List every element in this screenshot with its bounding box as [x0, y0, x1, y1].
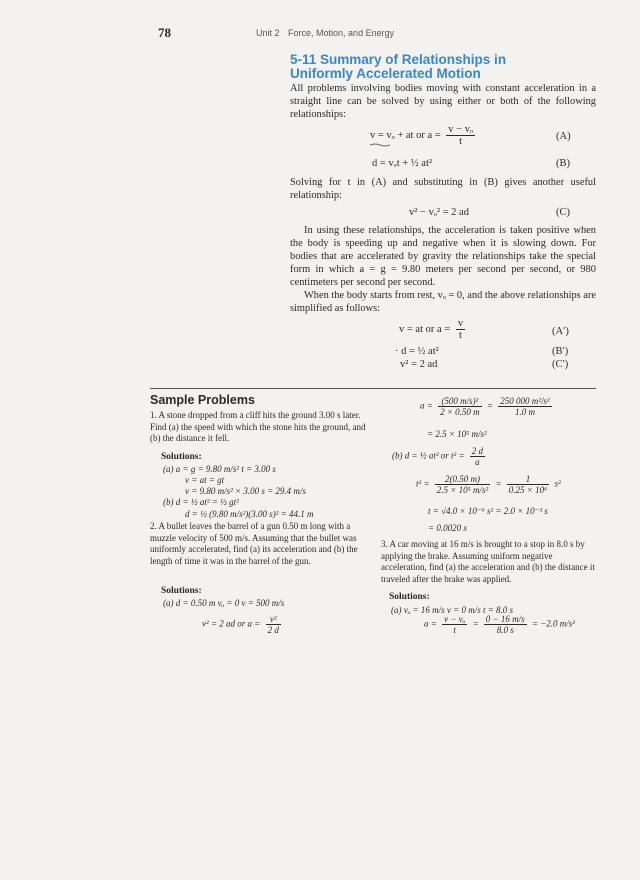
problem-2-t-squared-left: t² = [416, 478, 430, 489]
equation-b-prime: · d = ½ at² [395, 346, 439, 357]
section-title-line-1: 5-11 Summary of Relationships in [290, 52, 507, 67]
equation-c-prime-label: (C′) [552, 359, 569, 370]
unit-title: Force, Motion, and Energy [288, 28, 395, 38]
problem-2-b-denominator: a [475, 457, 480, 467]
unit-label: Unit 2 [256, 28, 280, 38]
equation-c-label: (C) [556, 207, 570, 218]
problem-1-text: 1. A stone dropped from a cliff hits the ground 3.00 s later. Find (a) the speed with which the stone hits the ground, and (b) the distance it fell. [150, 410, 366, 443]
problem-2-acceleration-numerator-1: (500 m/s)² [438, 396, 482, 407]
equation-a-prime-fraction [456, 318, 465, 341]
problem-2-b-line [392, 446, 488, 467]
problem-2-b-fraction [470, 446, 485, 467]
problem-2-acceleration-calc [420, 396, 555, 417]
equation-a-prime-label: (A′) [552, 326, 569, 337]
problem-1 [150, 410, 372, 445]
problem-2-a-left: v² = 2 ad or a = [202, 618, 261, 629]
handwritten-underline-mark [370, 143, 390, 147]
problem-2-acceleration-equals: = [486, 400, 493, 411]
problem-2 [150, 521, 372, 567]
problem-1-a-line-3: v = 9.80 m/s² × 3.00 s = 29.4 m/s [185, 486, 306, 496]
problem-3-a-equals: = [472, 618, 479, 629]
equation-a-left: v = vₒ + at or a = [370, 129, 441, 141]
equation-a-prime-numerator: v [457, 318, 464, 329]
problem-2-t-calc: t = √4.0 × 10⁻⁶ s² = 2.0 × 10⁻³ s [428, 506, 548, 516]
problem-2-acceleration-fraction-2 [498, 396, 551, 417]
problem-2-a-numerator: v² [266, 614, 281, 625]
problem-2-t-squared-equals: = [495, 478, 502, 489]
problem-2-solutions-heading: Solutions: [161, 586, 202, 596]
problem-2-b-numerator: 2 d [471, 446, 484, 456]
problem-2-text: 2. A bullet leaves the barrel of a gun 0.50 m long with a muzzle velocity of 500 m/s. Assuming that the bullet was uniformly accelerated, find (a) its acceleration and (b) the length of time it was in the barrel of the gun. [150, 521, 358, 566]
problem-3-solutions-heading: Solutions: [389, 592, 430, 602]
problem-1-a-line-2: v = at = gt [185, 475, 225, 485]
running-head [256, 28, 400, 38]
section-title [290, 53, 610, 81]
section-title-line-2: Uniformly Accelerated Motion [290, 66, 481, 81]
equation-a-label: (A) [556, 131, 571, 142]
problem-3-a-denominator-1: t [453, 625, 456, 635]
equation-a-denominator: t [459, 136, 463, 147]
problem-3-a-fraction-2 [484, 614, 527, 635]
problem-2-t-result: = 0.0020 s [428, 523, 467, 533]
equation-c-prime: v² = 2 ad [400, 359, 438, 370]
problem-2-acceleration-denominator-2: 1.0 m [514, 407, 535, 417]
problem-3-a-numerator-1: v − vₒ [444, 614, 466, 624]
sample-problems-title: Sample Problems [150, 393, 255, 407]
equation-a-numerator: v − vₒ [448, 124, 473, 135]
problem-1-a-line-1: (a) a = g = 9.80 m/s² t = 3.00 s [163, 464, 276, 474]
problem-2-b-left: (b) d = ½ at² or t² = [392, 450, 465, 461]
problem-2-a-line-1: (a) d = 0.50 m vₒ = 0 v = 500 m/s [163, 598, 285, 608]
problem-3-a-result: = −2.0 m/s² [531, 618, 575, 629]
problem-2-acceleration-fraction-1 [438, 396, 482, 417]
equation-a-prime-denominator: t [458, 330, 462, 341]
problem-3-a-left: a = [424, 618, 437, 629]
problem-2-a-line-2 [202, 614, 284, 635]
problem-3-a-fraction-1 [442, 614, 467, 635]
problem-2-t-squared-unit: s² [554, 478, 561, 489]
intro-paragraph: All problems involving bodies moving with constant acceleration in a straight line can be solved by using either or both of the following relationships: [290, 83, 596, 120]
equation-a-prime-left: v = at or a = [399, 323, 451, 335]
problem-3-text: 3. A car moving at 16 m/s is brought to a stop in 8.0 s by applying the brake. Assuming uniform negative acceleration, find (a) the acceleration and (b) the distance it traveled after the brake was applied. [381, 539, 595, 584]
section-divider [150, 388, 596, 389]
problem-2-t-squared-denominator-2: 0.25 × 10⁶ [508, 485, 548, 495]
problem-1-solutions-heading: Solutions: [161, 452, 202, 462]
problem-3-a-line-2 [424, 614, 575, 635]
equation-a-prime [399, 318, 468, 341]
equation-a-fraction [446, 124, 475, 147]
problem-3-a-numerator-2: 0 − 16 m/s [485, 614, 525, 624]
equation-b-label: (B) [556, 158, 570, 169]
problem-3-a-line-1: (a) vₒ = 16 m/s v = 0 m/s t = 8.0 s [391, 605, 514, 615]
problem-2-acceleration-denominator-1: 2 × 0.50 m [440, 407, 480, 417]
problem-2-t-squared-calc [416, 474, 561, 495]
problem-2-acceleration-result: = 2.5 × 10⁵ m/s² [427, 429, 487, 439]
rest-paragraph: When the body starts from rest, vₒ = 0, and the above relationships are simplified as follows: [290, 290, 596, 314]
problem-2-t-squared-numerator-2: 1 [507, 474, 549, 485]
problem-2-t-squared-numerator-1: 2(0.50 m) [435, 474, 490, 485]
equation-c: v² − vₒ² = 2 ad [409, 207, 469, 218]
problem-3 [381, 539, 599, 585]
acceleration-paragraph: In using these relationships, the acceleration is taken positive when the body is speeding up and negative when it is slowing down. For bodies that are accelerated by gravity the relationships take the special form in which a = g = 9.80 meters per second per second, or 980 centimeters per second per second. [290, 225, 596, 288]
problem-2-acceleration-numerator-2: 250 000 m²/s² [500, 396, 550, 406]
problem-2-a-fraction [266, 614, 281, 635]
problem-2-t-squared-fraction-2 [507, 474, 549, 495]
problem-1-b-line-2: d = ½ (9.80 m/s²)(3.00 s)² = 44.1 m [185, 509, 314, 519]
problem-2-t-squared-fraction-1 [435, 474, 490, 495]
problem-3-a-denominator-2: 8.0 s [496, 625, 514, 635]
equation-b-prime-label: (B′) [552, 346, 569, 357]
problem-2-t-squared-denominator-1: 2.5 × 10⁵ m/s² [436, 485, 489, 495]
equation-b: d = vₒt + ½ at² [372, 158, 433, 169]
problem-2-a-denominator: 2 d [267, 625, 279, 635]
solving-paragraph: Solving for t in (A) and substituting in (B) gives another useful relationship: [290, 177, 596, 201]
problem-1-b-line-1: (b) d = ½ at² = ½ gt² [163, 497, 239, 507]
page-number: 78 [158, 25, 171, 40]
problem-2-acceleration-left: a = [420, 400, 433, 411]
